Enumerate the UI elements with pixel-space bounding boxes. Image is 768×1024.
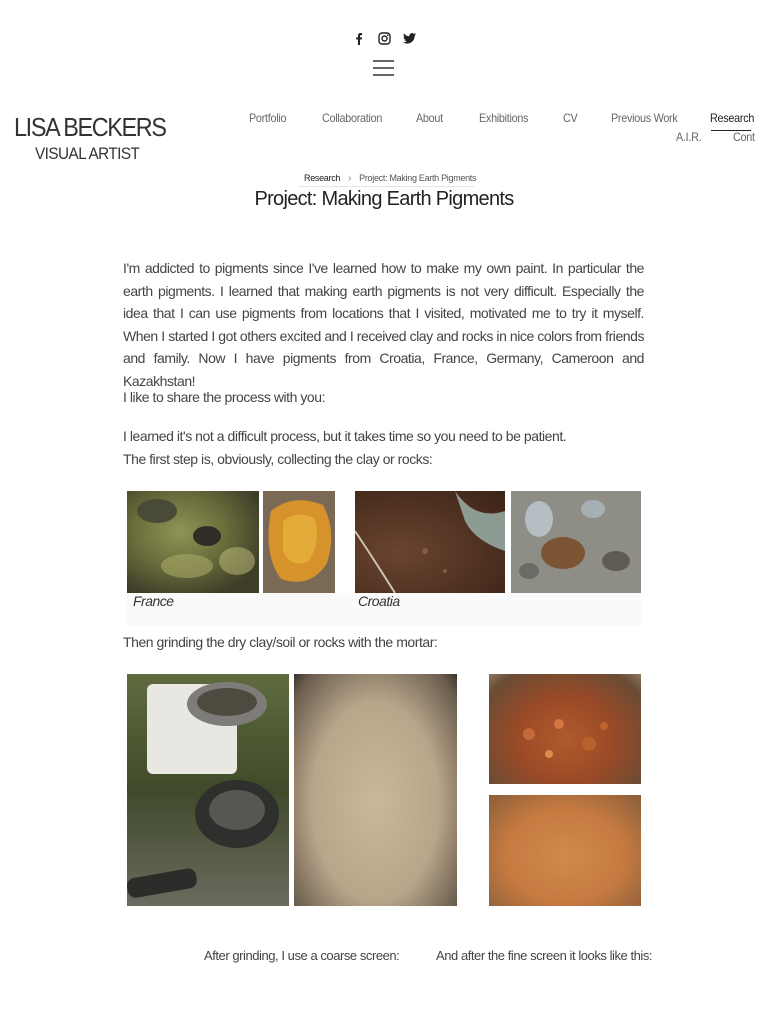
breadcrumb-parent[interactable]: Research xyxy=(304,173,341,183)
share-paragraph xyxy=(123,386,644,409)
nav-item-research[interactable]: Research xyxy=(710,111,755,125)
caption-croatia: Croatia xyxy=(358,593,400,609)
nav-item-exhibitions[interactable]: Exhibitions xyxy=(479,111,529,125)
nav-item-portfolio[interactable]: Portfolio xyxy=(249,111,287,125)
grinding-paragraph xyxy=(123,631,644,654)
process-paragraph xyxy=(123,425,644,470)
intro-paragraph xyxy=(123,257,644,392)
photo-france-rocks-1 xyxy=(127,491,259,593)
site-logo[interactable] xyxy=(14,110,174,164)
chevron-right-icon: › xyxy=(348,172,352,184)
facebook-icon[interactable] xyxy=(352,30,366,46)
nav-item-contact[interactable]: Cont xyxy=(733,130,755,144)
photo-croatia-rocks-2 xyxy=(511,491,641,593)
instagram-icon[interactable] xyxy=(377,30,391,46)
process-text-1: I learned it's not a difficult process, but it takes time so you need to be patient. xyxy=(123,428,567,444)
logo-name: LISA BECKERS xyxy=(14,112,166,142)
photo-fine-pigment xyxy=(489,795,641,906)
photo-france-rocks-2 xyxy=(263,491,335,593)
logo-subtitle: VISUAL ARTIST xyxy=(35,144,140,163)
photo-ground-powder xyxy=(294,674,457,906)
intro-text: I'm addicted to pigments since I've learned how to make my own paint. In particular the earth pigments. I learned that making earth pigments is not very difficult. Especially the idea that I can use pigments from locations that I visited, motivated me to try it myself. When I started I got others excited and I received clay and rocks in nice colors from friends and family. Now I have pigments from Croatia, France, Germany, Cameroon and Kazakhstan! xyxy=(123,260,644,389)
twitter-icon[interactable] xyxy=(402,30,416,46)
photo-mortar-setup xyxy=(127,674,289,906)
photo-croatia-soil-1 xyxy=(355,491,505,593)
menu-toggle-icon[interactable] xyxy=(373,58,394,78)
fine-screen-text: And after the fine screen it looks like this: xyxy=(436,948,653,963)
breadcrumb-current: Project: Making Earth Pigments xyxy=(359,173,477,183)
photo-coarse-pigment xyxy=(489,674,641,784)
nav-item-previous-work[interactable]: Previous Work xyxy=(611,111,678,125)
nav-item-cv[interactable]: CV xyxy=(563,111,578,125)
nav-item-collaboration[interactable]: Collaboration xyxy=(322,111,383,125)
breadcrumb xyxy=(298,170,477,187)
page-title: Project: Making Earth Pigments xyxy=(254,188,514,210)
coarse-screen-text: After grinding, I use a coarse screen: xyxy=(204,948,400,963)
grinding-text: Then grinding the dry clay/soil or rocks with the mortar: xyxy=(123,634,438,650)
nav-item-about[interactable]: About xyxy=(416,111,443,125)
caption-france: France xyxy=(133,593,174,609)
nav-item-air[interactable]: A.I.R. xyxy=(676,130,702,144)
share-text: I like to share the process with you: xyxy=(123,389,326,405)
process-text-2: The first step is, obviously, collecting the clay or rocks: xyxy=(123,450,433,467)
social-links xyxy=(0,30,768,46)
